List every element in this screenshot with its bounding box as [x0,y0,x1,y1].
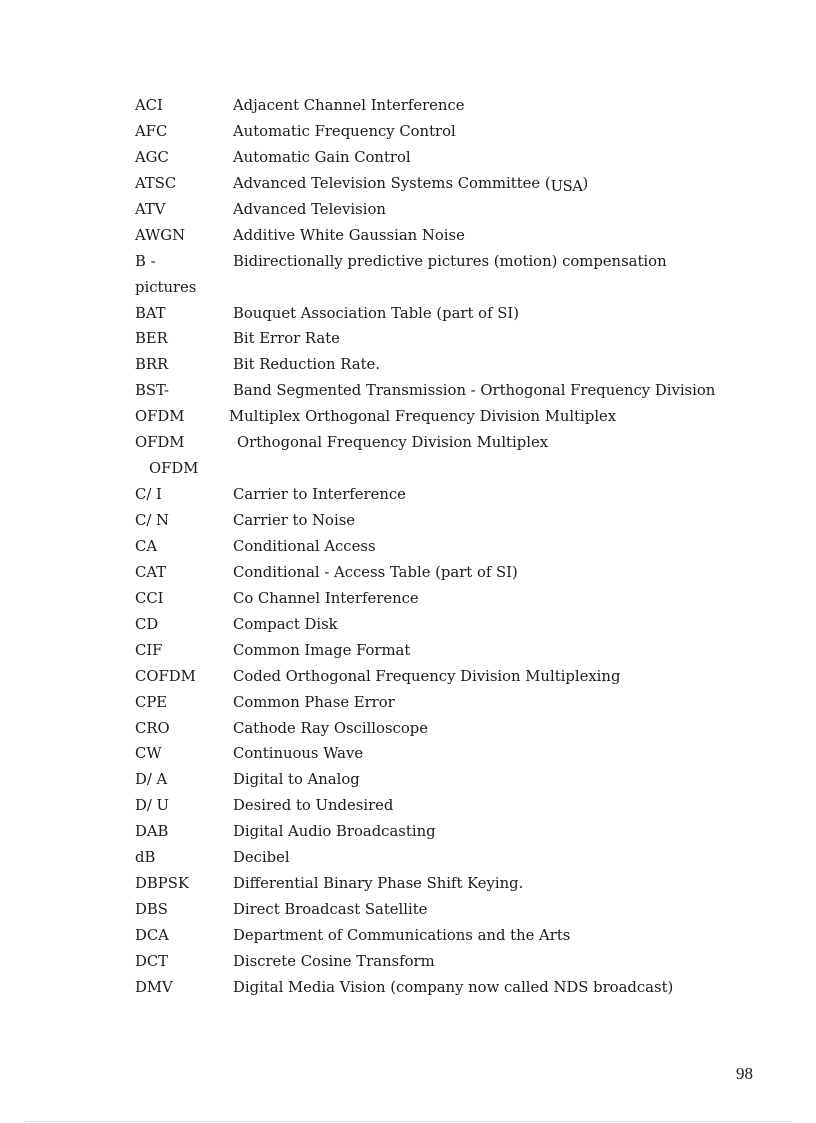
glossary-definition: Continuous Wave [233,745,364,763]
glossary-definition: Digital Audio Broadcasting [233,823,436,841]
glossary-row-cw [135,744,735,770]
glossary-abbreviation: CW [135,745,162,763]
glossary-definition: Digital to Analog [233,771,360,789]
glossary-row-da [135,770,735,796]
glossary-abbreviation: AFC [135,122,168,140]
glossary-abbreviation: D/ A [135,771,168,789]
glossary-abbreviation: CCI [135,589,164,607]
glossary-row-awgn [135,226,735,252]
glossary-definition: Bit Error Rate [233,330,340,348]
glossary-row-dca [135,926,735,952]
glossary-abbreviation: BAT [135,304,166,322]
glossary-row-cro [135,719,735,745]
glossary-definition: Adjacent Channel Interference [233,97,465,114]
glossary-row-dct [135,952,735,978]
glossary-definition: Carrier to Noise [233,512,356,529]
glossary-definition: Carrier to Interference [233,486,406,504]
glossary-definition: Common Phase Error [233,693,395,711]
glossary-definition: Bidirectionally predictive pictures (motion) compensation [233,252,667,270]
glossary-abbreviation-continued: pictures [135,278,197,296]
glossary-definition [233,174,588,194]
glossary-row-pictures [135,278,735,304]
glossary-row-cn [135,511,735,537]
abbreviation-glossary [135,96,735,1004]
glossary-abbreviation: ATV [135,200,166,218]
glossary-abbreviation: BRR [135,356,169,374]
glossary-abbreviation: CAT [135,563,167,581]
glossary-definition: Coded Orthogonal Frequency Division Multiplexing [233,667,621,685]
page-bottom-rule [24,1121,792,1122]
glossary-definition: Compact Disk [233,615,338,633]
glossary-row-atv [135,200,735,226]
glossary-abbreviation: COFDM [135,667,196,685]
glossary-definition-close: ) [582,174,589,192]
glossary-row-dmv [135,978,735,1004]
glossary-abbreviation: C/ I [135,486,162,504]
glossary-row-ofdm-1 [135,407,735,433]
glossary-definition: Common Image Format [233,641,411,659]
glossary-definition: Direct Broadcast Satellite [233,901,428,919]
glossary-row-cif [135,641,735,667]
glossary-abbreviation: DBPSK [135,875,189,893]
glossary-abbreviation: OFDM [135,408,185,426]
glossary-definition: Multiplex Orthogonal Frequency Division Multiplex [229,408,617,426]
glossary-definition-subscript: USA [550,177,583,195]
glossary-row-cofdm [135,667,735,693]
glossary-definition: Differential Binary Phase Shift Keying. [233,875,524,893]
glossary-abbreviation: OFDM [149,460,199,478]
glossary-definition: Co Channel Interference [233,589,419,607]
glossary-row-aci [135,96,735,122]
glossary-row-ber [135,329,735,355]
glossary-abbreviation: dB [135,849,156,867]
glossary-row-agc [135,148,735,174]
glossary-definition: Desired to Undesired [233,797,394,815]
glossary-abbreviation: ATSC [135,174,177,192]
glossary-abbreviation: BER [135,330,168,348]
glossary-abbreviation: DCT [135,952,169,970]
glossary-definition: Department of Communications and the Arts [233,927,571,944]
glossary-abbreviation: BST- [135,382,169,400]
glossary-row-atsc [135,174,735,200]
glossary-abbreviation: DAB [135,823,169,841]
glossary-row-ci [135,485,735,511]
glossary-abbreviation: ACI [135,97,163,114]
glossary-abbreviation: AGC [135,148,169,166]
glossary-row-cpe [135,693,735,719]
glossary-row-cci [135,589,735,615]
glossary-abbreviation: C/ N [135,512,169,529]
glossary-definition: Band Segmented Transmission - Orthogonal Frequency Division [233,382,716,400]
glossary-row-b-pictures [135,252,735,278]
glossary-row-ca [135,537,735,563]
glossary-abbreviation: OFDM [135,434,185,452]
glossary-definition: Advanced Television [233,200,386,218]
glossary-definition: Decibel [233,849,290,867]
glossary-row-bst [135,381,735,407]
glossary-definition: Orthogonal Frequency Division Multiplex [237,434,549,452]
glossary-definition: Cathode Ray Oscilloscope [233,719,428,737]
glossary-row-ofdm-3 [135,459,735,485]
glossary-definition: Digital Media Vision (company now called NDS broadcast) [233,978,674,996]
glossary-row-brr [135,355,735,381]
glossary-abbreviation: B - [135,252,156,270]
glossary-definition: Bit Reduction Rate. [233,356,380,374]
glossary-definition: Discrete Cosine Transform [233,952,435,970]
glossary-definition: Additive White Gaussian Noise [233,226,465,244]
glossary-row-cat [135,563,735,589]
glossary-abbreviation: CPE [135,693,168,711]
glossary-abbreviation: DCA [135,927,169,944]
glossary-abbreviation: DMV [135,978,173,996]
glossary-row-dbs [135,900,735,926]
glossary-row-bat [135,304,735,330]
glossary-definition: Automatic Frequency Control [233,122,456,140]
glossary-abbreviation: CD [135,615,159,633]
glossary-row-afc [135,122,735,148]
glossary-row-du [135,796,735,822]
glossary-abbreviation: CA [135,537,158,555]
glossary-definition: Bouquet Association Table (part of SI) [233,304,520,322]
glossary-abbreviation: CRO [135,719,170,737]
glossary-row-dbpsk [135,874,735,900]
glossary-abbreviation: DBS [135,901,168,919]
glossary-definition: Conditional - Access Table (part of SI) [233,563,518,581]
glossary-abbreviation: AWGN [135,226,186,244]
glossary-row-cd [135,615,735,641]
page-number: 98 [736,1064,753,1083]
glossary-row-db [135,848,735,874]
glossary-abbreviation: CIF [135,641,163,659]
glossary-row-ofdm-2 [135,433,735,459]
glossary-definition: Conditional Access [233,537,376,555]
glossary-row-dab [135,822,735,848]
glossary-definition: Automatic Gain Control [233,148,411,166]
glossary-abbreviation: D/ U [135,797,170,815]
glossary-definition-text: Advanced Television Systems Committee ( [233,174,551,192]
